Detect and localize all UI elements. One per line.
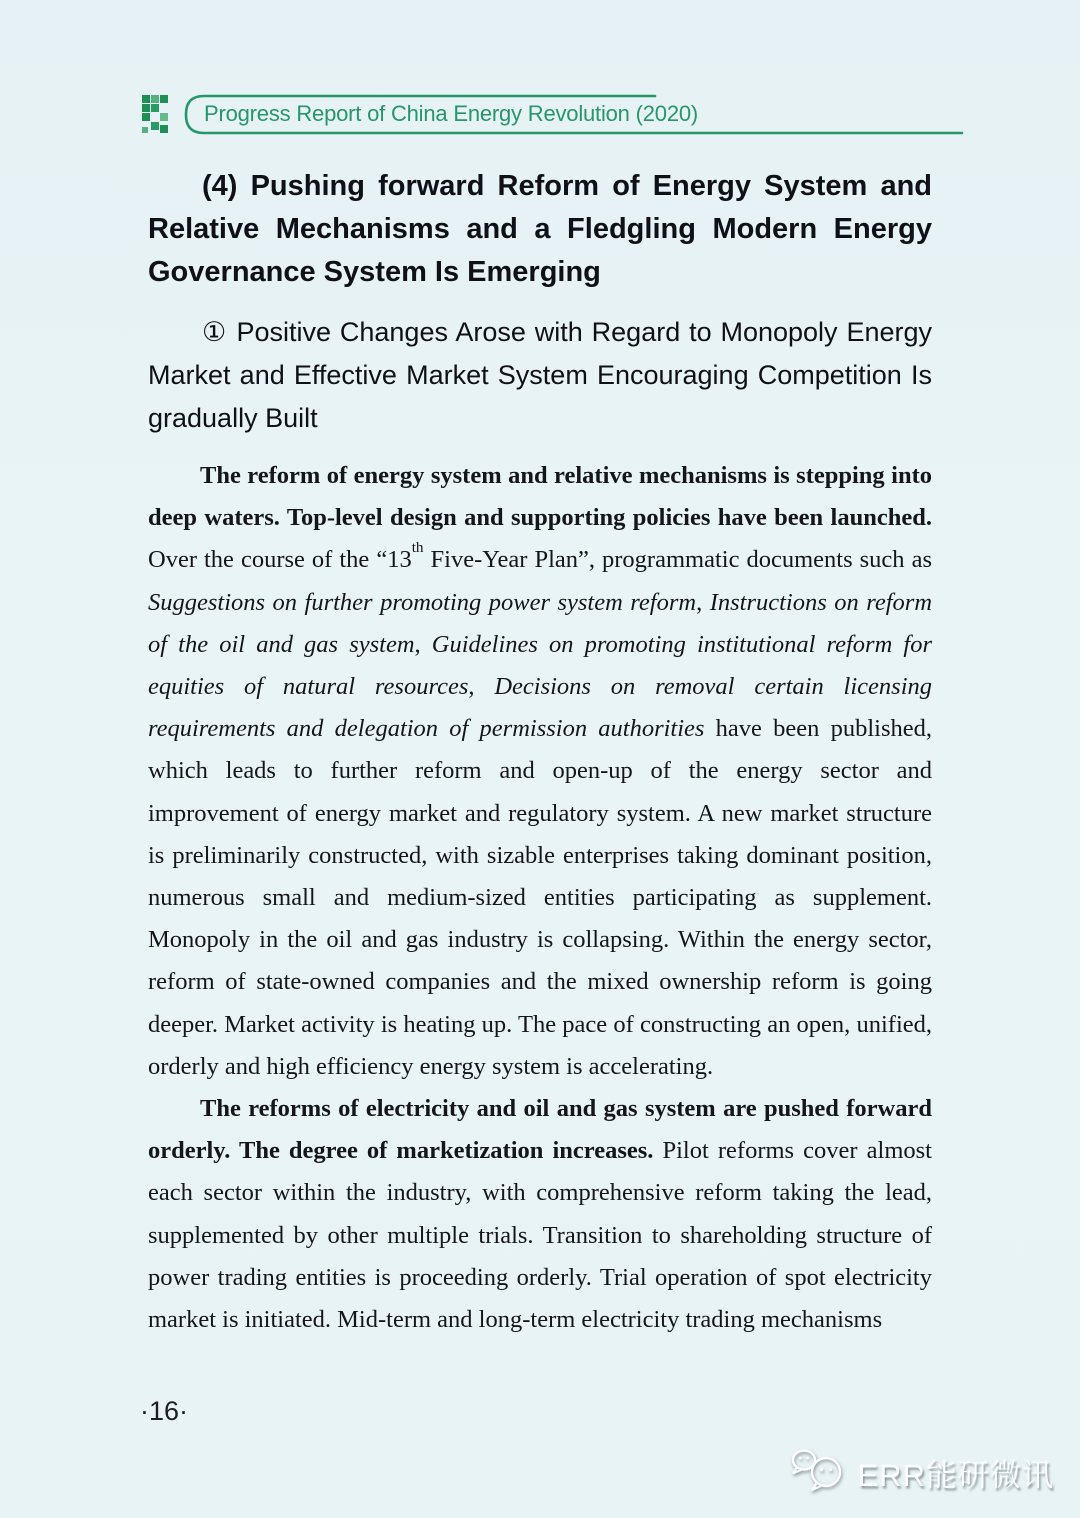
wechat-icon — [788, 1446, 848, 1499]
body-paragraphs — [148, 455, 932, 1341]
watermark-text: ERR能研微讯 — [857, 1458, 1054, 1493]
document-body — [148, 165, 932, 1341]
text-run: Pilot reforms cover almost each sector within the industry, with comprehensive reform taking the lead, supplemented by other multiple trials. Transition to shareholding structure of power trading entities is proceeding orderly. Trial operation of spot electricity market is initiated. Mid-term and long-term electricity trading mechanisms — [148, 1137, 932, 1334]
text-run: The reform of energy system and relative mechanisms is stepping into deep waters. Top-level design and supporting policies have been launched. — [148, 462, 932, 532]
text-run: The reforms of electricity and oil and gas system are pushed forward orderly. The degree of marketization increases. — [148, 1095, 932, 1165]
text-run: th — [411, 538, 424, 556]
text-run: Decisions on removal certain licensing requirements and delegation of permission authorities — [148, 673, 933, 743]
section-heading: (4) Pushing forward Reform of Energy System and Relative Mechanisms and a Fledgling Modern Energy Governance System Is Emerging — [148, 170, 932, 288]
watermark — [788, 1446, 1054, 1499]
paragraph — [148, 455, 932, 1088]
header-title-tab — [182, 93, 964, 137]
paragraph — [148, 1088, 932, 1341]
text-run: , — [468, 673, 495, 701]
text-run: , — [414, 630, 432, 658]
text-run: have been published, which leads to further reform and open-up of the energy sector and improvement of energy market and regulatory system. A new market structure is preliminarily constructed, with sizable enterprises taking dominant position, numerous small and medium-sized entities participating as supplement. Monopoly in the oil and gas industry is collapsing. Within the energy sector, reform of state-owned companies and the mixed ownership reform is going deeper. Market activity is heating up. The pace of constructing an open, unified, orderly and high efficiency energy system is accelerating. — [148, 715, 932, 1080]
pixel-mosaic-logo — [142, 95, 172, 135]
text-run: Five-Year Plan”, programmatic documents such as — [423, 546, 932, 574]
text-run: Over the course of the “13 — [148, 546, 412, 574]
page-number: ·16· — [140, 1396, 189, 1426]
text-run: Instructions on reform of the oil and gas system — [148, 588, 933, 658]
header-title: Progress Report of China Energy Revolution (2020) — [204, 101, 699, 126]
text-run: Guidelines on promoting institutional reform for equities of natural resources — [148, 630, 932, 701]
subsection-heading: ① Positive Changes Arose with Regard to Monopoly Energy Market and Effective Market System Encouraging Competition Is gradually Built — [148, 317, 932, 433]
text-run: , — [696, 588, 710, 616]
text-run: Suggestions on further promoting power system reform — [148, 588, 697, 616]
